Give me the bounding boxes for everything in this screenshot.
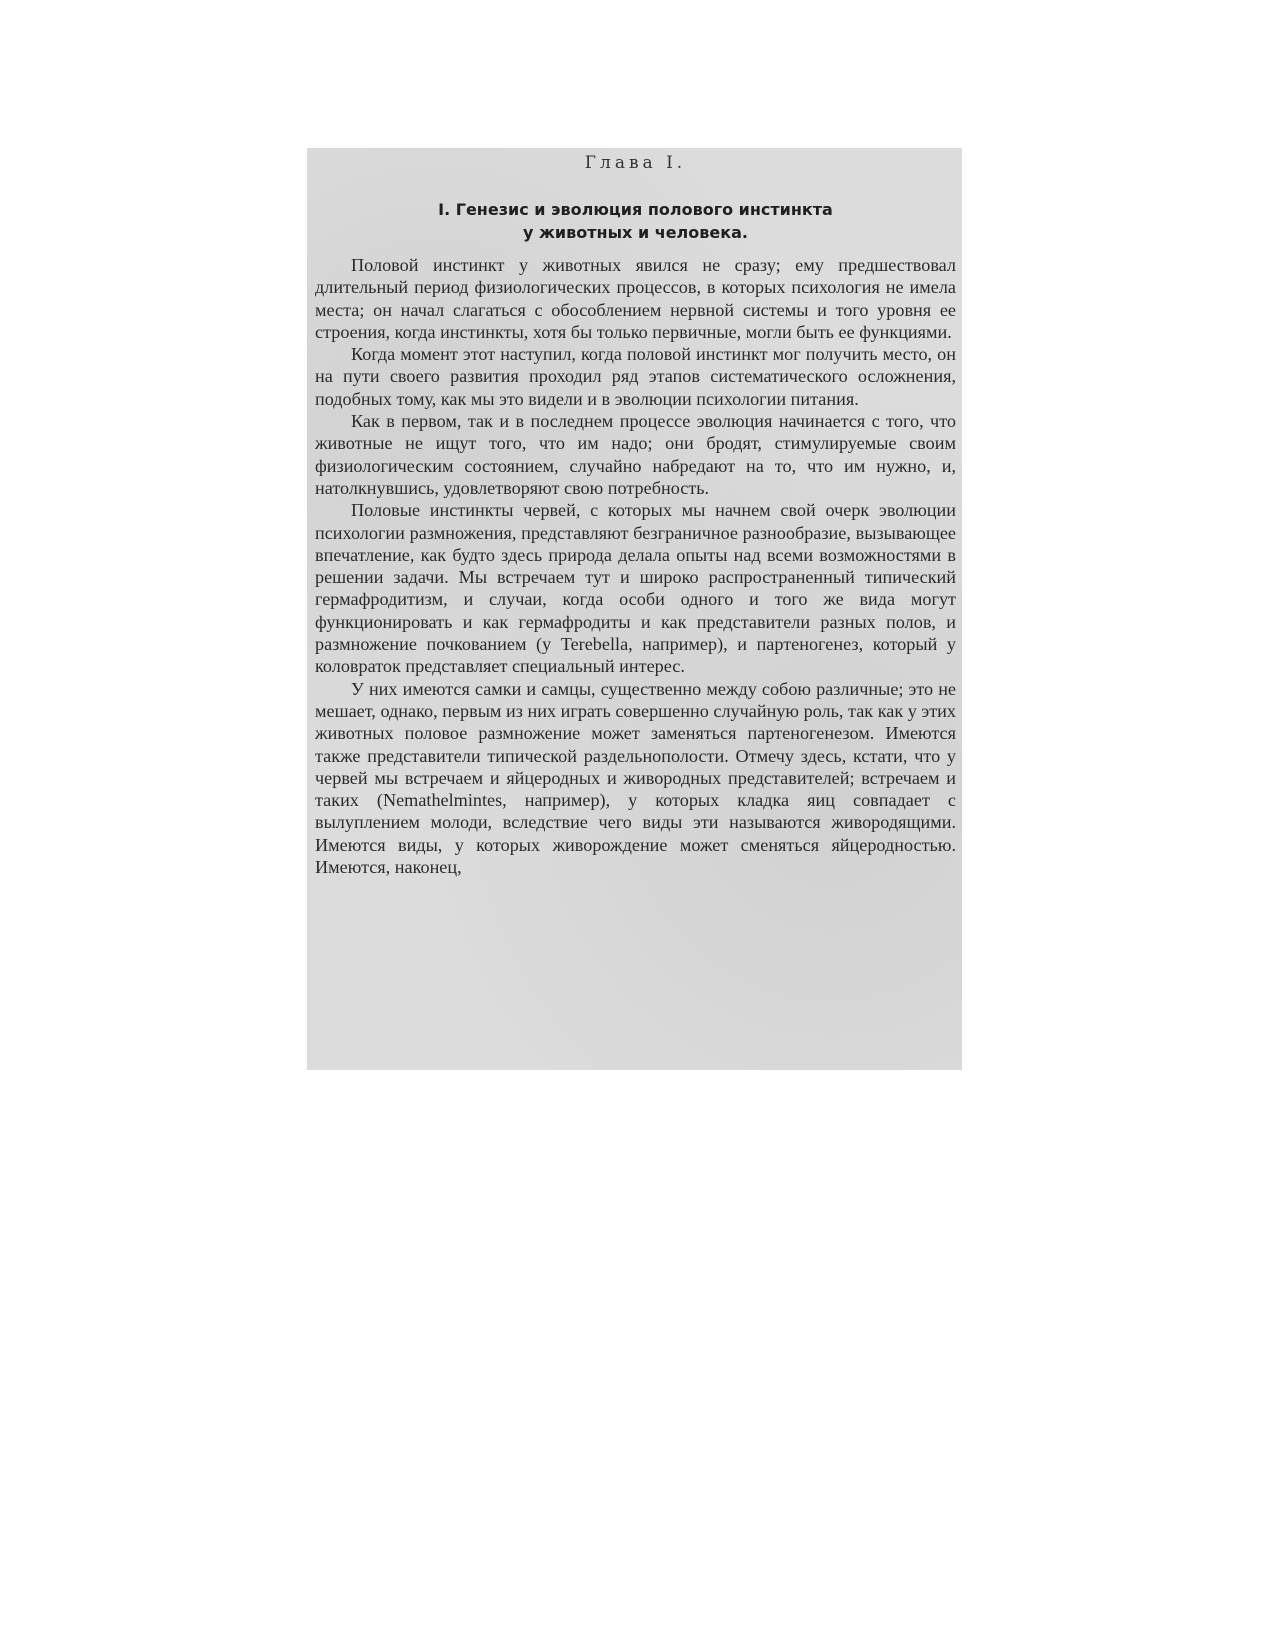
section-heading-line-2: у животных и человека. [523, 223, 748, 242]
paragraph: Половой инстинкт у животных явился не сразу; ему предшествовал длительный период физиологических процессов, в которых психология не имела места; он начал слагаться с обособлением нервной системы и того уровня ее строения, когда инстинкты, хотя бы только первичные, могли быть ее функциями. [315, 255, 956, 342]
section-heading [315, 198, 956, 244]
paragraph: Когда момент этот наступил, когда половой инстинкт мог получить место, он на пути своего развития проходил ряд этапов систематического осложнения, подобных тому, как мы это видели и в эволюции психологии питания. [315, 344, 956, 409]
paragraph: Половые инстинкты червей, с которых мы начнем свой очерк эволюции психологии размножения, представляют безграничное разнообразие, вызывающее впечатление, как будто здесь природа делала опыты над всеми возможностями в решении задачи. Мы встречаем тут и широко распространенный типический гермафродитизм, и случаи, когда особи одного и того же вида могут функционировать и как гермафродиты и как представители разных полов, и размножение почкованием (у Terebella, например), и партеногенез, который у коловраток представляет специальный интерес. [315, 500, 956, 677]
paragraph: Как в первом, так и в последнем процессе эволюция начинается с того, что животные не ищут того, что им надо; они бродят, стимулируемые своим физиологическим состоянием, случайно набредают на то, что им нужно, и, натолкнувшись, удовлетворяют свою потребность. [315, 411, 956, 498]
paragraph: У них имеются самки и самцы, существенно между собою различные; это не мешает, однако, первым из них играть совершенно случайную роль, так как у этих животных половое размножение может заменяться партеногенезом. Имеются также представители типической раздельнополости. Отмечу здесь, кстати, что у червей мы встречаем и яйцеродных и живородных представителей; встречаем и таких (Nemathelmintes, например), у которых кладка яиц совпадает с вылуплением молоди, вследствие чего виды эти называются живородящими. Имеются виды, у которых живорождение может сменяться яйцеродностью. Имеются, наконец, [315, 678, 956, 878]
chapter-title: Глава I. [584, 153, 687, 173]
section-heading-line-1: I. Генезис и эволюция полового инстинкта [438, 200, 833, 219]
scanned-page [307, 148, 962, 1070]
